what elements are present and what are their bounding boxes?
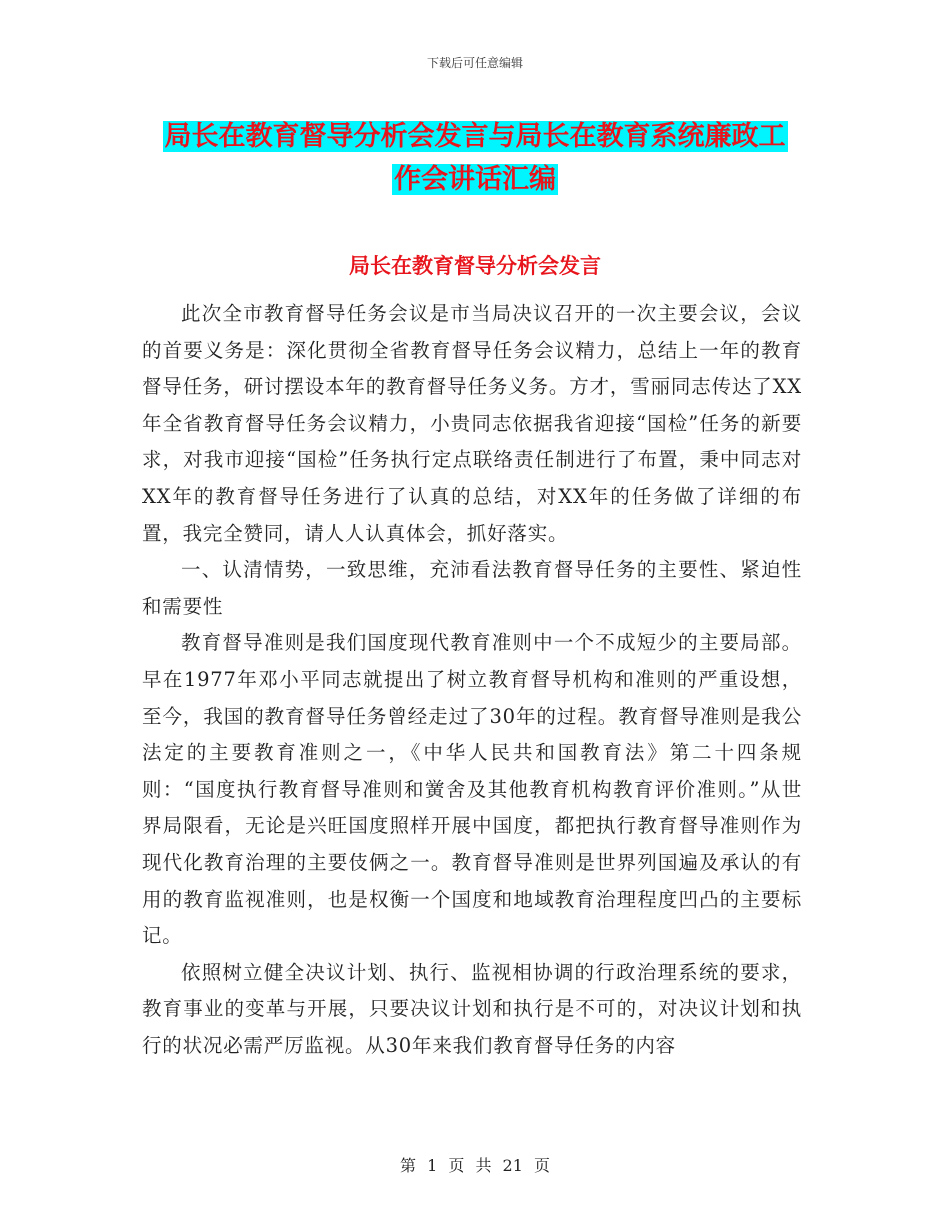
document-title-line-1 — [0, 114, 950, 153]
title-highlight-2: 作会讲话汇编 — [394, 164, 556, 195]
paragraph: 教育督导准则是我们国度现代教育准则中一个不成短少的主要局部。早在1977年邓小平同志就提出了树立教育督导机构和准则的严重设想，至今，我国的教育督导任务曾经走过了30年的过程。教育督导准则是我公法定的主要教育准则之一，《中华人民共和国教育法》第二十四条规则：“国度执行教育督导准则和黉舍及其他教育机构教育评价准则。”从世界局限看，无论是兴旺国度照样开展中国度，都把执行教育督导准则作为现代化教育治理的主要伎俩之一。教育督导准则是世界列国遍及承认的有用的教育监视准则，也是权衡一个国度和地域教育治理程度凹凸的主要标记。 — [142, 631, 802, 948]
document-title-line-2 — [0, 157, 950, 196]
paragraph: 依照树立健全决议计划、执行、监视相协调的行政治理系统的要求，教育事业的变革与开展，只要决议计划和执行是不可的，对决议计划和执行的状况必需严厉监视。从30年来我们教育督导任务的内容 — [142, 960, 802, 1057]
section-title: 局长在教育督导分析会发言 — [349, 253, 601, 278]
paragraph: 一、认清情势，一致思维，充沛看法教育督导任务的主要性、紧迫性和需要性 — [142, 558, 802, 618]
paragraph: 此次全市教育督导任务会议是市当局决议召开的一次主要会议，会议的首要义务是：深化贯彻全省教育督导任务会议精力，总结上一年的教育督导任务，研讨摆设本年的教育督导任务义务。方才，雪丽同志传达了XX年全省教育督导任务会议精力，小贵同志依据我省迎接“国检”任务的新要求，对我市迎接“国检”任务执行定点联络责任制进行了布置，秉中同志对XX年的教育督导任务进行了认真的总结，对XX年的任务做了详细的布置，我完全赞同，请人人认真体会，抓好落实。 — [142, 302, 802, 545]
page-number: 第 1 页 共 21 页 — [400, 1156, 550, 1175]
document-body — [142, 296, 802, 1064]
page-header-note: 下载后可任意编辑 — [426, 56, 523, 70]
title-highlight-1: 局长在教育督导分析会发言与局长在教育系统廉政工 — [164, 121, 786, 152]
